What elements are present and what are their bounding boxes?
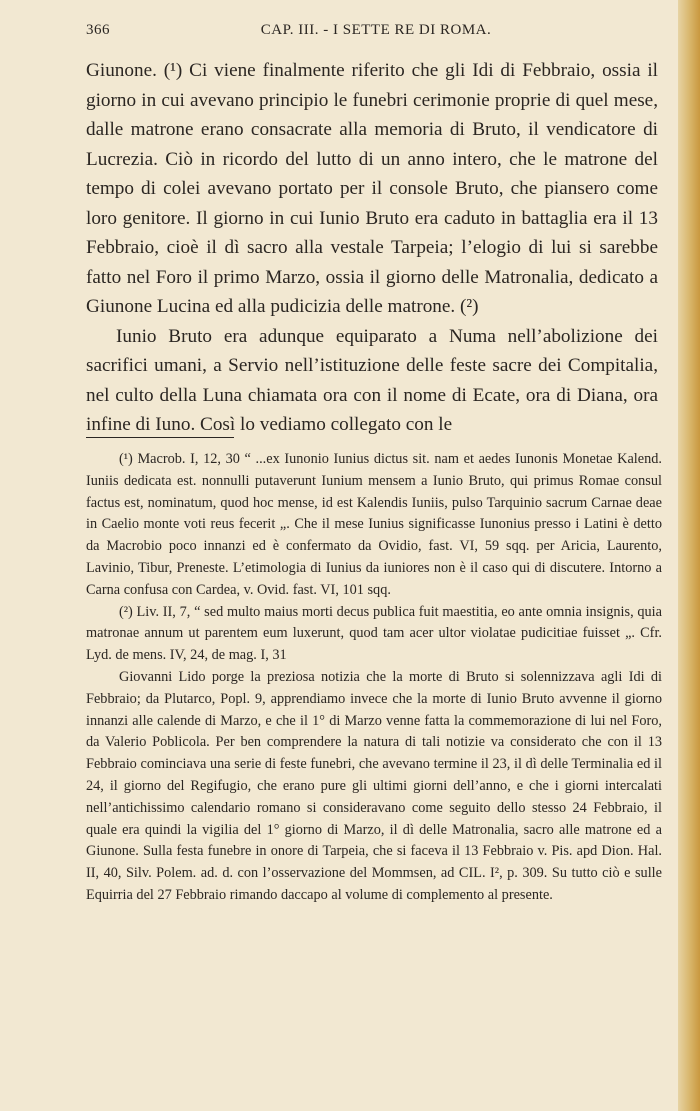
footnote-1: (¹) Macrob. I, 12, 30 “ ...ex Iunonio Iunius dictus sit. nam et aedes Iunonis Monetae Kalend. Iuniis dedicata est. nonnulli putaverunt Iunium mensem a Iunio Bruto, qui primus Romae consul factus est, nominatum, quod hoc mense, id est Kalendis Iuniis, pulso Tarquinio sacrum Carnae deae in Caelio monte voti reus fecerit „. Che il mese Iunius significasse Iunonius presso i Latini è detto da Macrobio poco innanzi ed è confermato da Ovidio, fast. VI, 59 sqq. per Aricia, Laurento, Lavinio, Tibur, Preneste. L’etimologia di Iunius da iuniores non è il caso qui di discutere. Intorno a Carna confusa con Cardea, v. Ovid. fast. VI, 101 sqq. — [86, 451, 662, 598]
footnote-2: (²) Liv. II, 7, “ sed multo maius morti decus publica fuit maestitia, eo ante omnia insignis, quia matronae annum ut parentem eum luxerunt, quod tam acer ultor violatae pudicitiae fuisset „. Cfr. Lyd. de mens. IV, 24, de mag. I, 31 — [86, 603, 662, 664]
page-header — [86, 22, 666, 44]
paragraph-2: Iunio Bruto era adunque equiparato a Numa nell’abolizione dei sacrifici umani, a Servio nell’istituzione delle feste sacre dei Compitalia, nel culto della Luna chiamata ora con il nome di Ecate, ora di Diana, ora infine di Iuno. Così lo vediamo collegato con le — [86, 325, 658, 435]
footnote-separator — [86, 437, 234, 438]
paragraph-1: Giunone. (¹) Ci viene finalmente riferito che gli Idi di Febbraio, ossia il giorno in cui avevano principio le funebri cerimonie proprie di quel mese, dalle matrone erano consacrate alla memoria di Bruto, il vendicatore di Lucrezia. Ciò in ricordo del lutto di un anno intero, che le matrone del tempo di colei avevano portato per il console Bruto, che piansero come loro genitore. Il giorno in cui Iunio Bruto era caduto in battaglia era il 13 Febbraio, cioè il dì sacro alla vestale Tarpeia; l’elogio di lui si sarebbe fatto nel Foro il primo Marzo, ossia il giorno delle Matronalia, dedicato a Giunone Lucina ed alla pudicizia delle matrone. (²) — [86, 60, 658, 317]
running-head: CAP. III. - I SETTE RE DI ROMA. — [260, 22, 492, 38]
main-text — [86, 56, 658, 440]
footnote-2-continuation: Giovanni Lido porge la preziosa notizia che la morte di Bruto si solennizzava agli Idi di Febbraio; da Plutarco, Popl. 9, apprendiamo invece che la morte di Iunio Bruto avvenne il giorno innanzi alle calende di Marzo, e che il 1° di Marzo venne fatta la commemorazione di lui nel Foro, da Valerio Poblicola. Per ben comprendere la natura di tali notizie va considerato che con il 13 Febbraio cominciava una serie di feste funebri, che avevano termine il 23, il dì delle Terminalia ed il 24, il giorno del Regifugio, che erano pure gli ultimi giorni dell’anno, e che i giorni intercalati nell’antichissimo calendario romano si consideravano come seguito dello stesso 24 Febbraio, il quale era quindi la vigilia del 1° giorno di Marzo, il dì delle Matronalia, sacro alle matrone ed a Giunone. Sulla festa funebre in onore di Tarpeia, che si faceva il 13 Febbraio v. Pis. apd Dion. Hal. II, 40, Silv. Polem. ad. d. con l’osservazione del Mommsen, ad CIL. I², p. 309. Su tutto ciò e sulle Equirria del 27 Febbraio rimando daccapo al volume di complemento al presente. — [86, 668, 662, 903]
page-edge-shadow — [678, 0, 700, 1111]
page-number: 366 — [86, 22, 110, 38]
footnotes — [86, 449, 662, 907]
